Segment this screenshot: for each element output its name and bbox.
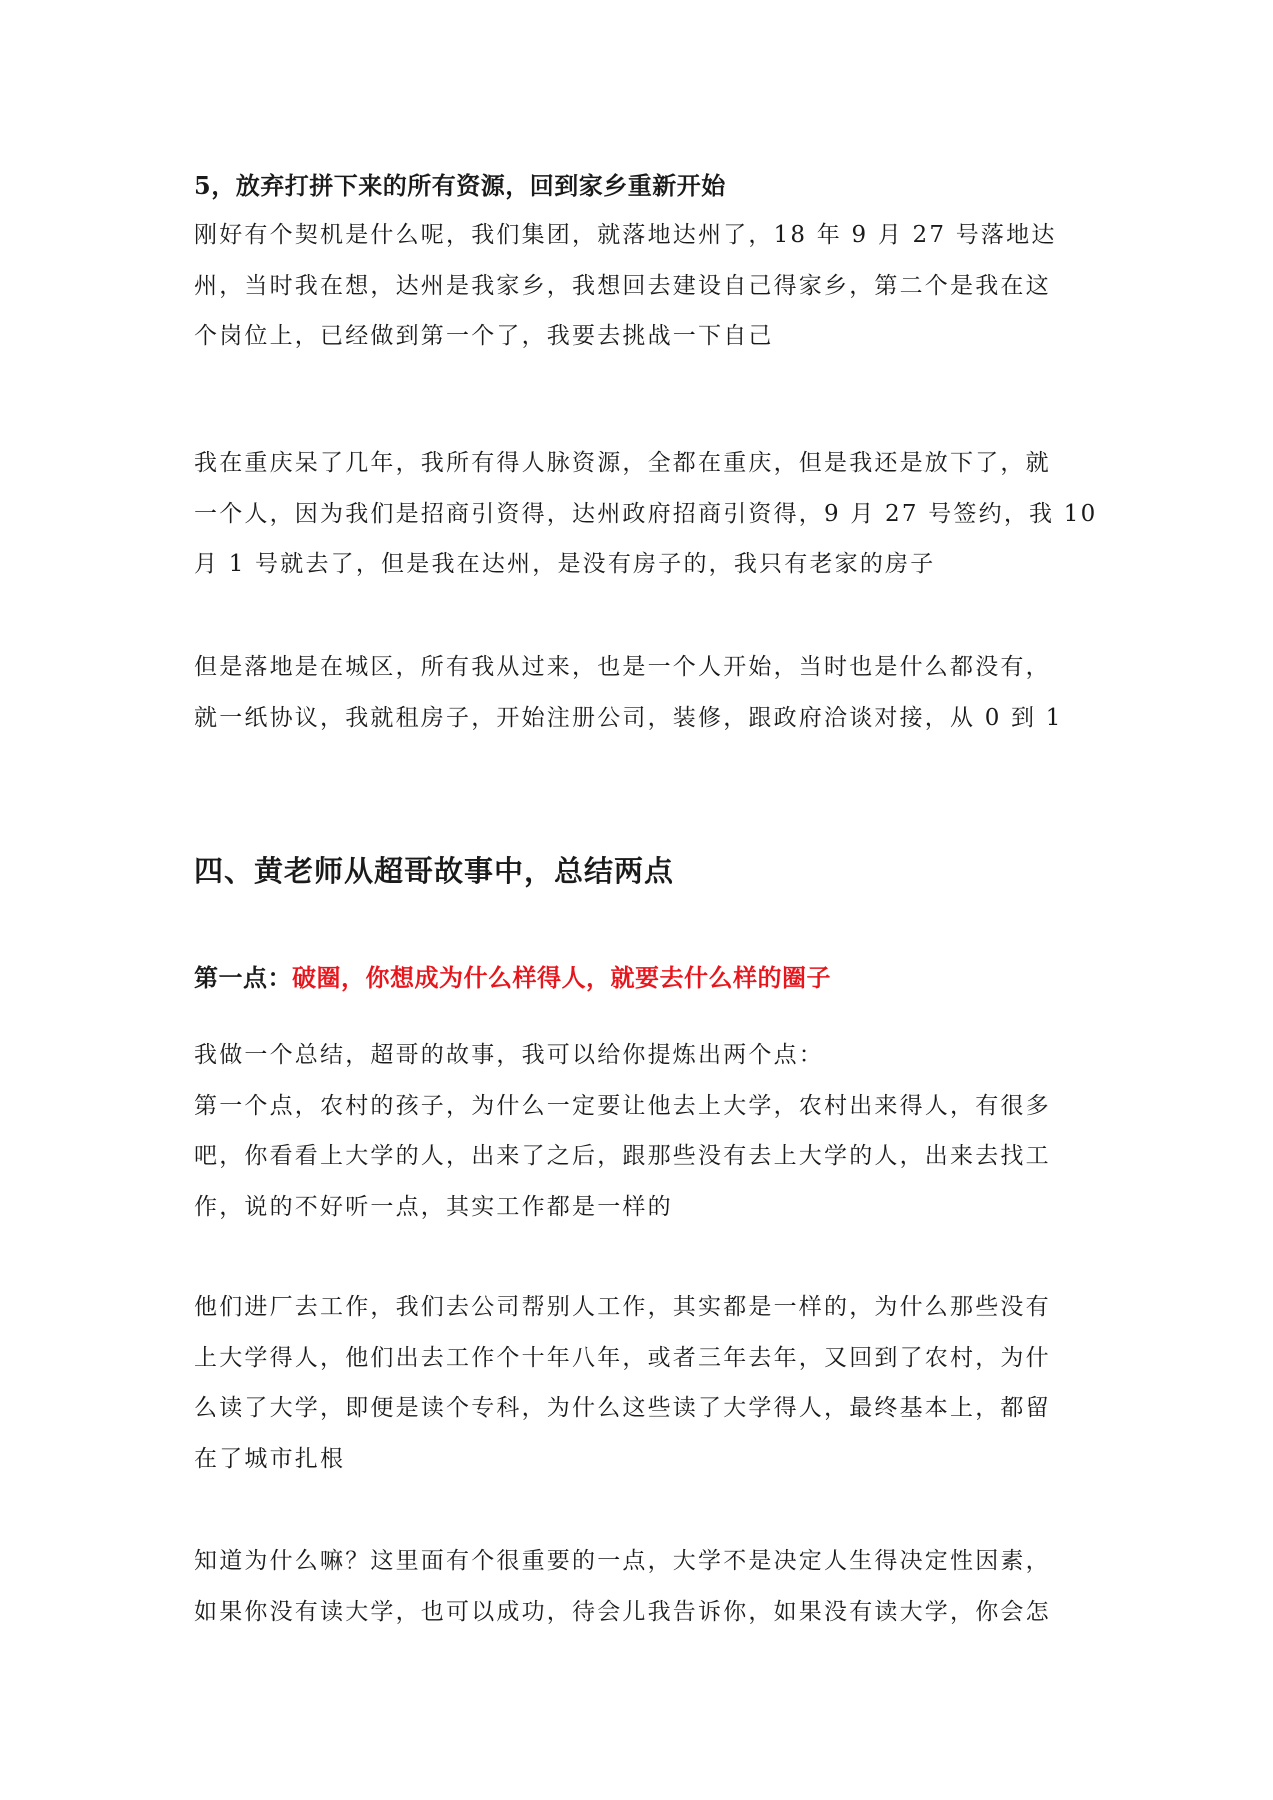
text-line: 作，说的不好听一点，其实工作都是一样的 [194, 1193, 673, 1220]
paragraph [194, 438, 1098, 590]
section-4-title: 四、黄老师从超哥故事中，总结两点 [194, 854, 675, 888]
paragraph [194, 1536, 1074, 1637]
text-line: 上大学得人，他们出去工作个十年八年，或者三年去年，又回到了农村，为什 [194, 1344, 1051, 1371]
paragraph [194, 1282, 1074, 1484]
point-1-heading [194, 953, 1074, 1003]
text-line: 我在重庆呆了几年，我所有得人脉资源，全都在重庆，但是我还是放下了，就 [194, 450, 1051, 476]
paragraph [194, 210, 1074, 362]
text-line: 就一纸协议，我就租房子，开始注册公司，装修，跟政府洽谈对接，从 0 到 1 [194, 704, 1063, 731]
paragraph [194, 642, 1074, 743]
text-line: 如果你没有读大学，也可以成功，待会儿我告诉你，如果没有读大学，你会怎 [194, 1598, 1051, 1625]
text-line: 我做一个总结，超哥的故事，我可以给你提炼出两个点： [194, 1042, 824, 1068]
text-line: 第一个点，农村的孩子，为什么一定要让他去上大学，农村出来得人，有很多 [194, 1092, 1051, 1119]
text-line: 一个人，因为我们是招商引资得，达州政府招商引资得，9 月 27 号签约，我 10 [194, 500, 1098, 527]
text-line: 他们进厂去工作，我们去公司帮别人工作，其实都是一样的，为什么那些没有 [194, 1294, 1051, 1320]
text-line: 知道为什么嘛？这里面有个很重要的一点，大学不是决定人生得决定性因素， [194, 1548, 1051, 1574]
text-line: 个岗位上，已经做到第一个了，我要去挑战一下自己 [194, 323, 774, 349]
text-line: 刚好有个契机是什么呢，我们集团，就落地达州了，18 年 9 月 27 号落地达 [194, 222, 1057, 248]
text-line: 但是落地是在城区，所有我从过来，也是一个人开始，当时也是什么都没有， [194, 654, 1051, 680]
text-line: 么读了大学，即便是读个专科，为什么这些读了大学得人，最终基本上，都留 [194, 1395, 1051, 1421]
paragraph [194, 1030, 1074, 1232]
text-line: 在了城市扎根 [194, 1445, 346, 1472]
point-1-highlight: 破圈，你想成为什么样得人，就要去什么样的圈子 [292, 963, 831, 992]
text-line: 月 1 号就去了，但是我在达州，是没有房子的，我只有老家的房子 [194, 551, 936, 577]
text-line: 州，当时我在想，达州是我家乡，我想回去建设自己得家乡，第二个是我在这 [194, 272, 1051, 299]
text-line: 吧，你看看上大学的人，出来了之后，跟那些没有去上大学的人，出来去找工 [194, 1143, 1051, 1169]
subsection-5-title: 5，放弃打拼下来的所有资源，回到家乡重新开始 [194, 171, 726, 200]
point-1-label: 第一点： [194, 963, 292, 992]
